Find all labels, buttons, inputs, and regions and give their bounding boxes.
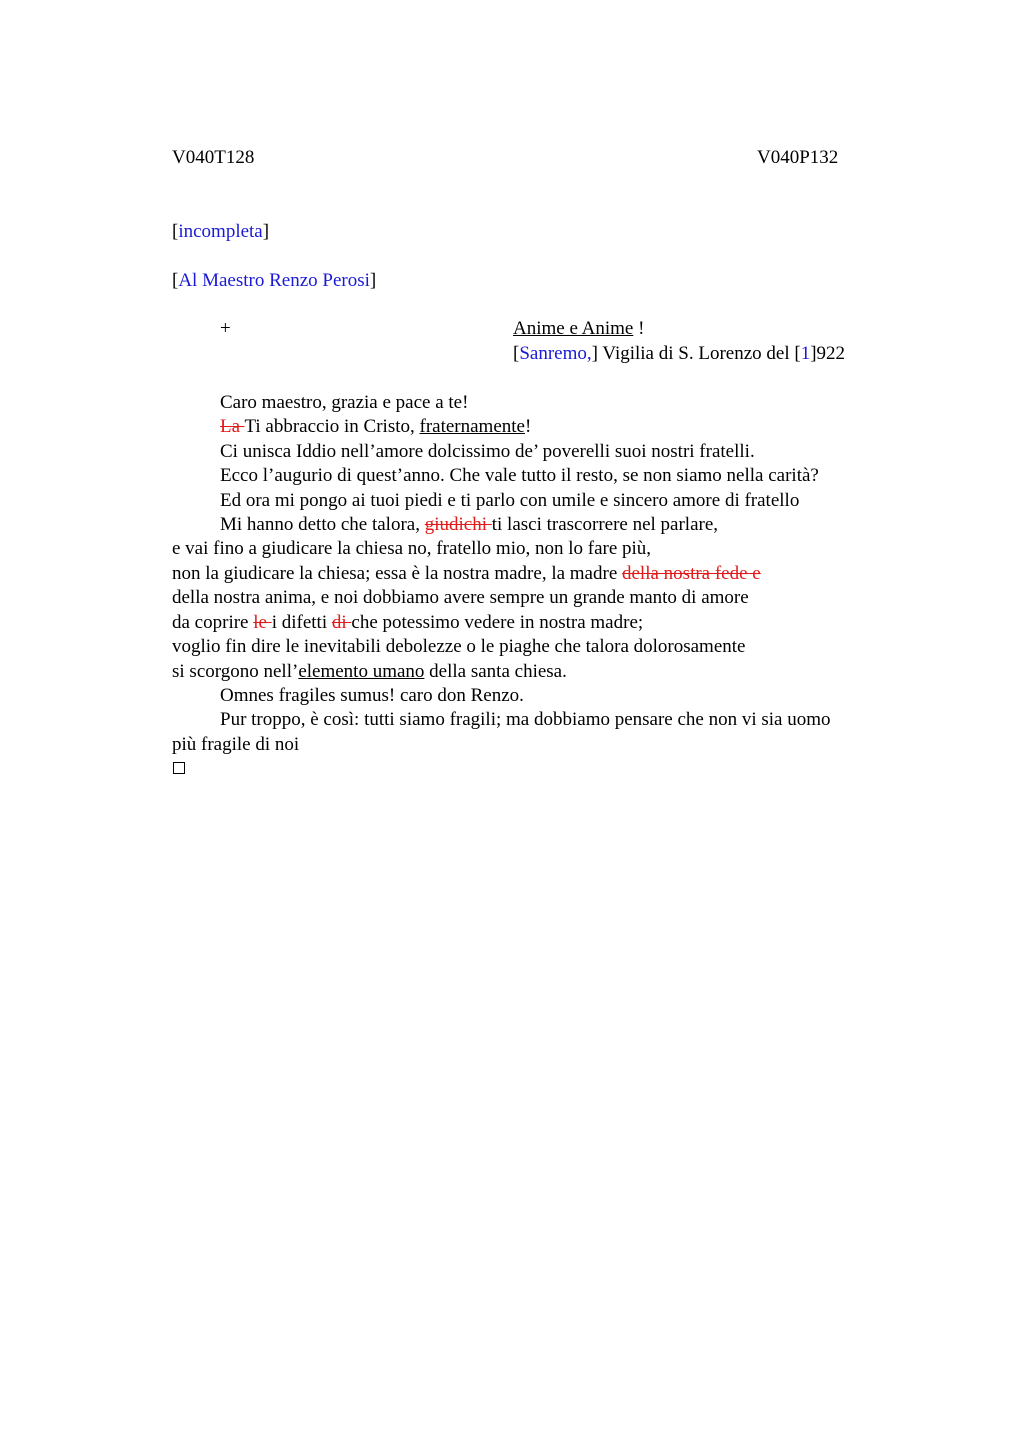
body-text: non la giudicare la chiesa; essa è la nostra madre, la madre xyxy=(172,563,622,584)
deleted-text: della nostra fede e xyxy=(622,563,761,584)
body-text: ! xyxy=(524,416,532,437)
body-text: si scorgono nell’ xyxy=(172,661,299,682)
body-line-8 xyxy=(172,562,761,586)
body-text: ti lasci trascorrere nel parlare, xyxy=(491,514,719,535)
document-code-left: V040T128 xyxy=(172,147,255,168)
deleted-text: le xyxy=(253,612,272,633)
body-line-3: Ci unisca Iddio nell’amore dolcissimo de’ poverelli suoi nostri fratelli. xyxy=(220,441,755,462)
motto-line xyxy=(513,317,644,341)
place-text: Sanremo, xyxy=(519,343,592,364)
body-text: che potessimo vedere in nostra madre; xyxy=(351,612,644,633)
body-line-12 xyxy=(172,660,567,684)
cross-mark: + xyxy=(220,318,231,339)
body-text: i difetti xyxy=(271,612,332,633)
date-line: [Sanremo,] Vigilia di S. Lorenzo del [1]922 xyxy=(513,343,846,364)
body-line-13: Omnes fragiles sumus! caro don Renzo. xyxy=(220,685,524,706)
motto-text: Anime e Anime xyxy=(513,318,634,339)
body-text: della santa chiesa. xyxy=(424,661,567,682)
year-digit: 1 xyxy=(800,343,811,364)
body-text: da coprire xyxy=(172,612,254,633)
body-line-11: voglio fin dire le inevitabili debolezze o le piaghe che talora dolorosamente xyxy=(172,636,746,657)
body-line-6 xyxy=(220,513,718,537)
body-line-14: Pur troppo, è così: tutti siamo fragili; ma dobbiamo pensare che non vi sia uomo xyxy=(220,709,831,730)
body-line-5: Ed ora mi pongo ai tuoi piedi e ti parlo con umile e sincero amore di fratello xyxy=(220,490,800,511)
underlined-text: elemento umano xyxy=(298,661,425,682)
motto-exclamation: ! xyxy=(633,318,645,339)
year-rest: 922 xyxy=(816,343,846,364)
recipient-note: [Al Maestro Renzo Perosi] xyxy=(172,270,377,291)
deleted-text: giudichi xyxy=(424,514,492,535)
body-line-7: e vai fino a giudicare la chiesa no, fratello mio, non lo fare più, xyxy=(172,538,652,559)
body-line-15: più fragile di noi xyxy=(172,734,300,755)
body-line-1: Caro maestro, grazia e pace a te! xyxy=(220,392,469,413)
body-line-9: della nostra anima, e noi dobbiamo avere sempre un grande manto di amore xyxy=(172,587,749,608)
end-box-icon xyxy=(173,762,185,774)
deleted-text: La xyxy=(220,416,245,437)
document-code-right: V040P132 xyxy=(757,147,839,168)
body-line-2 xyxy=(220,415,531,439)
body-line-4: Ecco l’augurio di quest’anno. Che vale tutto il resto, se non siamo nella carità? xyxy=(220,465,819,486)
body-text: Ti abbraccio in Cristo, xyxy=(244,416,420,437)
status-note-text: incompleta xyxy=(178,221,263,242)
underlined-text: fraternamente xyxy=(419,416,525,437)
deleted-text: di xyxy=(331,612,352,633)
body-text: Mi hanno detto che talora, xyxy=(220,514,425,535)
body-line-10 xyxy=(172,611,643,635)
date-text: Vigilia di S. Lorenzo del xyxy=(597,343,795,364)
recipient-note-text: Al Maestro Renzo Perosi xyxy=(178,270,370,291)
status-note: [incompleta] xyxy=(172,221,270,242)
